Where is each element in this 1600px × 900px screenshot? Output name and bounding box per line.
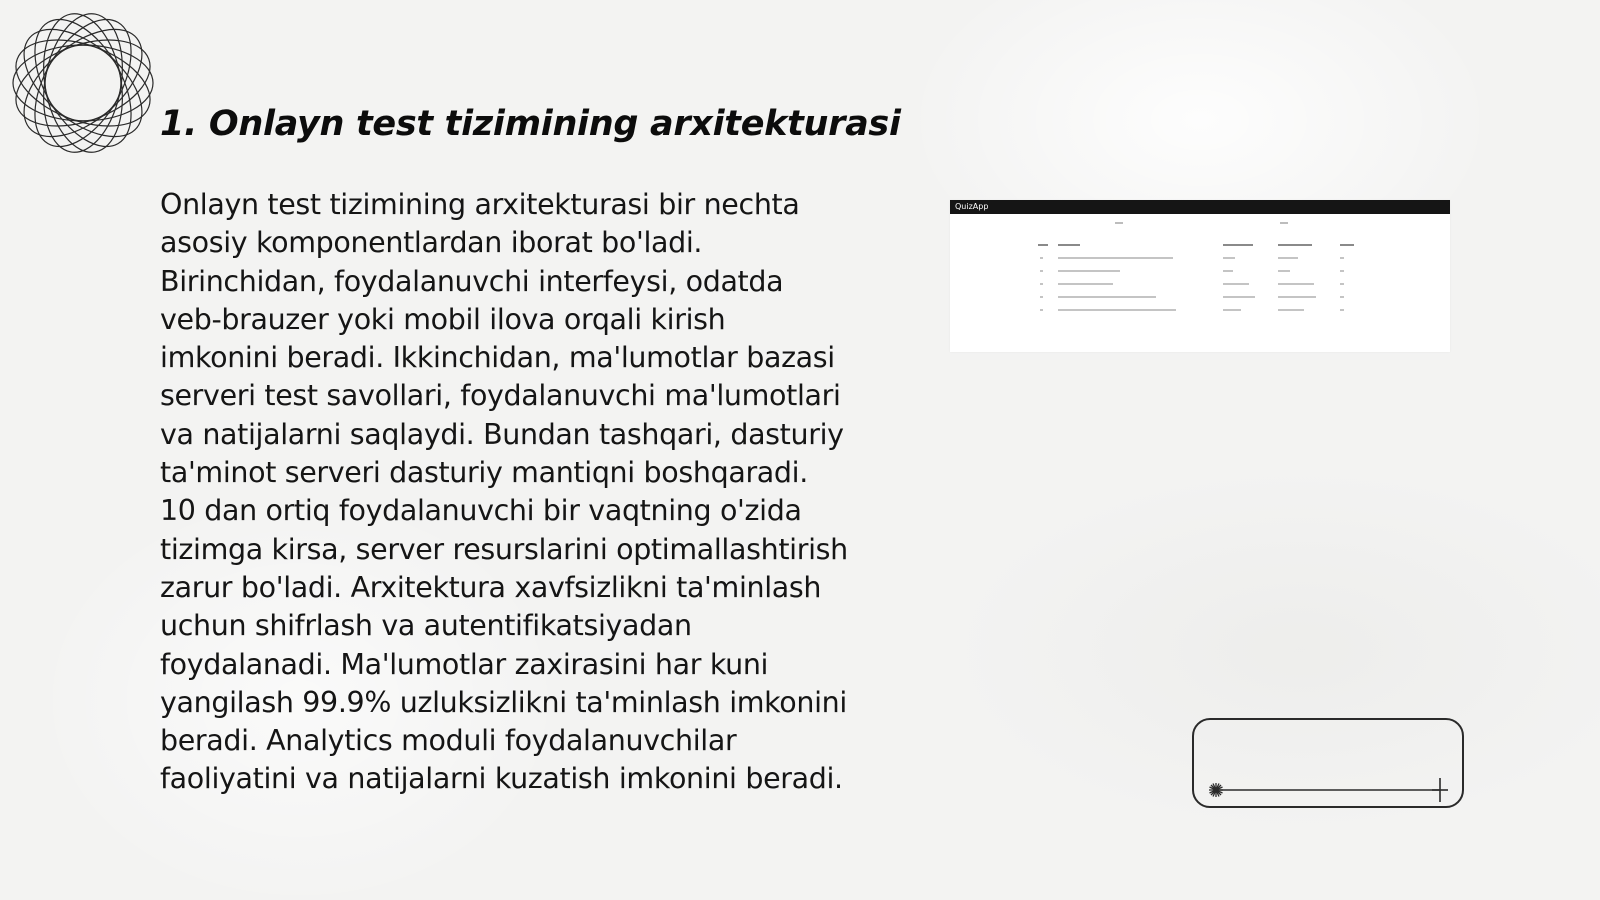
ornament-ring: [10, 23, 156, 142]
table-row: [1038, 292, 1368, 305]
quizapp-title-bar: QuizApp: [950, 200, 1450, 214]
ornament-ring: [33, 10, 132, 156]
slider-widget: [1192, 718, 1464, 808]
table-row: [1038, 266, 1368, 279]
ornament-ring: [10, 10, 156, 156]
table-row: [1038, 253, 1368, 266]
slider-track: [1194, 720, 1466, 810]
quizapp-screenshot: [950, 200, 1450, 352]
quizapp-table: [1038, 240, 1368, 318]
crosshair-icon: [1432, 778, 1448, 802]
slide-body-text: Onlayn test tizimining arxitekturasi bir nechta asosiy komponentlardan iborat bo'ladi. Birinchidan, foydalanuvchi interfeysi, odatda veb-brauzer yoki mobil ilova orqali kirish imkonini beradi. Ikkinchidan, ma'lumotlar bazasi serveri test savollari, foydalanuvchi ma'lumotlari va natijalarni saqlaydi. Bundan tashqari, dasturiy ta'minot serveri dasturiy mantiqni boshqaradi. 10 dan ortiq foydalanuvchi bir vaqtning o'zida tizimga kirsa, server resurslarini optimallashtirish zarur bo'ladi. Arxitektura xavfsizlikni ta'minlash uchun shifrlash va autentifikatsiyadan foydalanadi. Ma'lumotlar zaxirasini har kuni yangilash 99.9% uzluksizlikni ta'minlash imkonini beradi. Analytics moduli foydalanuvchilar faoliyatini va natijalarni kuzatish imkonini beradi.: [160, 188, 848, 796]
table-row: [1038, 279, 1368, 292]
ornament-ring: [33, 10, 132, 156]
slide-title: 1. Onlayn test tizimining arxitekturasi: [160, 104, 901, 144]
table-row: [1038, 305, 1368, 318]
quizapp-tabs: [950, 222, 1450, 226]
table-row: [1038, 240, 1368, 253]
ornament-ring: [13, 45, 153, 121]
ornament-ring: [15, 10, 151, 156]
circle-ornament-icon: [10, 10, 156, 156]
ornament-ring: [10, 23, 156, 142]
ornament-inner-circle: [45, 45, 121, 121]
ornament-ring: [15, 10, 151, 156]
sparkle-icon: [1209, 783, 1223, 797]
ornament-ring: [10, 10, 156, 156]
